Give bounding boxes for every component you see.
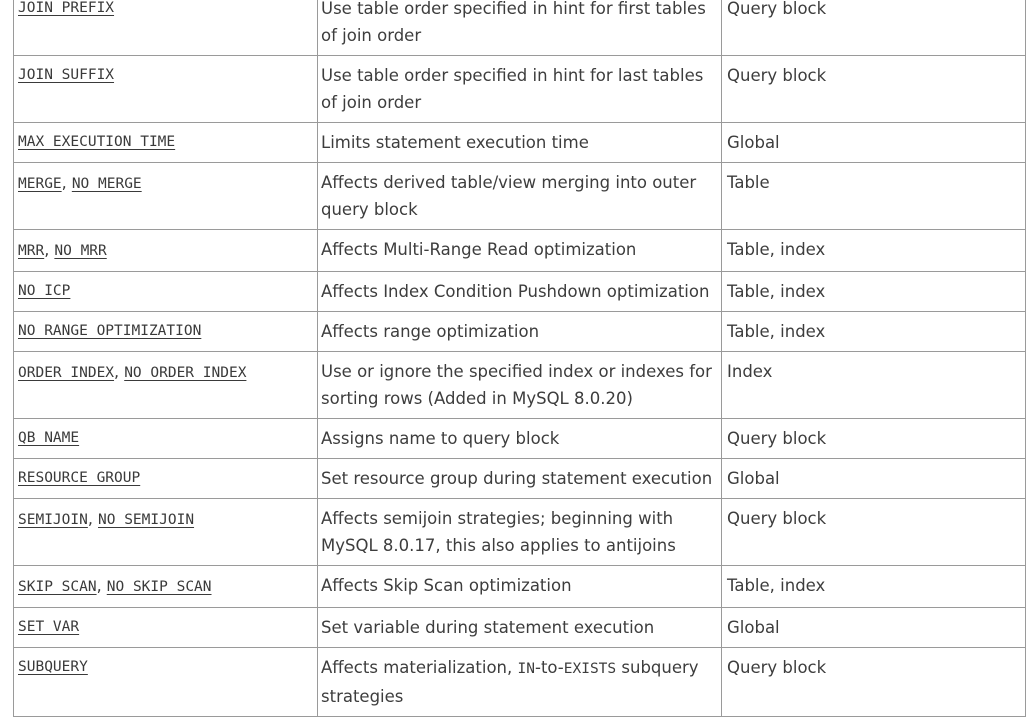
hint-link[interactable]: RESOURCE_GROUP bbox=[18, 470, 141, 486]
table-row bbox=[14, 419, 1026, 459]
inline-code: EXISTS bbox=[563, 661, 617, 677]
hint-scope-cell: Query block bbox=[722, 0, 1026, 56]
hint-scope-cell: Query block bbox=[722, 648, 1026, 717]
hint-scope-cell: Table bbox=[722, 163, 1026, 230]
hint-description-cell: Set variable during statement execution bbox=[318, 608, 722, 648]
hint-scope-cell: Table, index bbox=[722, 312, 1026, 352]
table-row bbox=[14, 499, 1026, 566]
description-text: subquery strategies bbox=[321, 658, 699, 706]
hint-scope-cell: Table, index bbox=[722, 566, 1026, 608]
hint-name-cell bbox=[14, 459, 318, 499]
hint-link[interactable]: SUBQUERY bbox=[18, 659, 88, 675]
table-row bbox=[14, 230, 1026, 272]
table-row bbox=[14, 352, 1026, 419]
hint-link[interactable]: SEMIJOIN bbox=[18, 512, 88, 528]
hint-name-cell bbox=[14, 230, 318, 272]
hint-scope-cell: Query block bbox=[722, 56, 1026, 123]
hint-name-cell bbox=[14, 0, 318, 56]
hint-description-cell: Limits statement execution time bbox=[318, 123, 722, 163]
hint-link[interactable]: JOIN_PREFIX bbox=[18, 0, 115, 16]
hint-link[interactable]: ORDER_INDEX bbox=[18, 365, 115, 381]
hint-scope-cell: Table, index bbox=[722, 272, 1026, 312]
hint-description-cell: Use table order specified in hint for first tables of join order bbox=[318, 0, 722, 56]
hint-link[interactable]: NO_MRR bbox=[54, 243, 107, 259]
hint-name-cell bbox=[14, 499, 318, 566]
hint-scope-cell: Table, index bbox=[722, 230, 1026, 272]
inline-code: IN bbox=[517, 661, 535, 677]
hint-description-cell: Set resource group during statement execution bbox=[318, 459, 722, 499]
hint-separator: , bbox=[44, 240, 55, 259]
hint-scope-cell: Query block bbox=[722, 419, 1026, 459]
hint-link[interactable]: NO_MERGE bbox=[71, 176, 142, 192]
hint-link[interactable]: MERGE bbox=[18, 176, 62, 192]
hint-link[interactable]: MRR bbox=[18, 243, 45, 259]
table-row bbox=[14, 608, 1026, 648]
hints-table-body bbox=[14, 0, 1026, 717]
hint-description-cell bbox=[318, 648, 722, 717]
table-row bbox=[14, 459, 1026, 499]
hint-scope-cell: Global bbox=[722, 459, 1026, 499]
table-row bbox=[14, 123, 1026, 163]
hint-link[interactable]: MAX_EXECUTION_TIME bbox=[18, 134, 176, 150]
hint-separator: , bbox=[96, 576, 107, 595]
hint-name-cell bbox=[14, 419, 318, 459]
hint-description-cell: Affects derived table/view merging into outer query block bbox=[318, 163, 722, 230]
hint-description-cell: Use table order specified in hint for last tables of join order bbox=[318, 56, 722, 123]
table-row bbox=[14, 163, 1026, 230]
hint-name-cell bbox=[14, 123, 318, 163]
hint-description-cell: Affects Skip Scan optimization bbox=[318, 566, 722, 608]
hint-link[interactable]: NO_SEMIJOIN bbox=[98, 512, 195, 528]
table-row bbox=[14, 56, 1026, 123]
table-row bbox=[14, 312, 1026, 352]
hint-name-cell bbox=[14, 312, 318, 352]
hint-link[interactable]: NO_ORDER_INDEX bbox=[124, 365, 247, 381]
hint-link[interactable]: SKIP_SCAN bbox=[18, 579, 97, 595]
table-row bbox=[14, 272, 1026, 312]
hint-description-cell: Assigns name to query block bbox=[318, 419, 722, 459]
hint-scope-cell: Global bbox=[722, 123, 1026, 163]
hint-separator: , bbox=[61, 173, 72, 192]
hint-separator: , bbox=[114, 362, 125, 381]
hint-name-cell bbox=[14, 648, 318, 717]
hint-scope-cell: Index bbox=[722, 352, 1026, 419]
hint-scope-cell: Query block bbox=[722, 499, 1026, 566]
hint-description-cell: Affects range optimization bbox=[318, 312, 722, 352]
hint-separator: , bbox=[87, 509, 99, 528]
hint-name-cell bbox=[14, 272, 318, 312]
hint-description-cell: Affects Index Condition Pushdown optimization bbox=[318, 272, 722, 312]
hint-name-cell bbox=[14, 163, 318, 230]
hint-link[interactable]: NO_SKIP_SCAN bbox=[106, 579, 212, 595]
hint-name-cell bbox=[14, 566, 318, 608]
optimizer-hints-table bbox=[13, 0, 1026, 717]
hint-link[interactable]: NO_RANGE_OPTIMIZATION bbox=[18, 323, 202, 339]
description-text: Affects materialization, bbox=[321, 658, 518, 677]
table-row bbox=[14, 566, 1026, 608]
hint-link[interactable]: QB_NAME bbox=[18, 430, 80, 446]
hint-description-cell: Use or ignore the specified index or indexes for sorting rows (Added in MySQL 8.0.20) bbox=[318, 352, 722, 419]
table-row bbox=[14, 648, 1026, 717]
hint-name-cell bbox=[14, 56, 318, 123]
description-text: -to- bbox=[534, 658, 564, 677]
hint-description-cell: Affects Multi-Range Read optimization bbox=[318, 230, 722, 272]
hint-link[interactable]: JOIN_SUFFIX bbox=[18, 67, 115, 83]
hint-link[interactable]: NO_ICP bbox=[18, 283, 71, 299]
table-row bbox=[14, 0, 1026, 56]
hint-name-cell bbox=[14, 352, 318, 419]
hint-link[interactable]: SET_VAR bbox=[18, 619, 80, 635]
hint-name-cell bbox=[14, 608, 318, 648]
hint-description-cell: Affects semijoin strategies; beginning with MySQL 8.0.17, this also applies to antijoins bbox=[318, 499, 722, 566]
hint-scope-cell: Global bbox=[722, 608, 1026, 648]
